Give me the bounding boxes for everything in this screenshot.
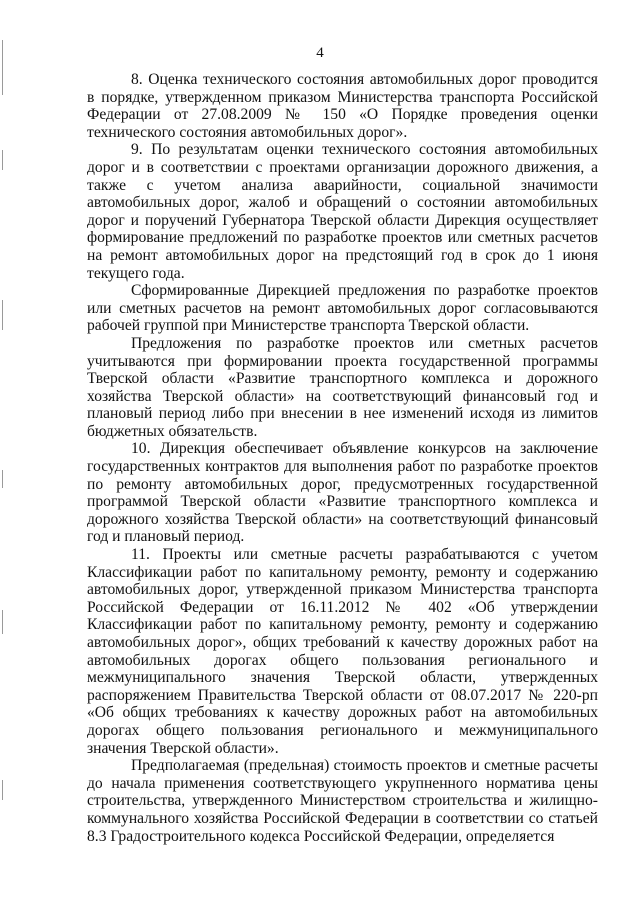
paragraph-10-contracts: 10. Дирекция обеспечивает объявление конкурсов на заключение государственных контрактов для выполнения работ по разработке проектов по ремонту автомобильных дорог, предусмотренных государственной программой Тверской области «Развитие транспортного комплекса и дорожного хозяйства Тверской области» на соответствующий финансовый год и плановый период. — [87, 440, 598, 546]
paragraph-proposals-approval: Сформированные Дирекцией предложения по разработке проектов или сметных расчетов на ремонт автомобильных дорог согласовываются рабочей группой при Министерстве транспорта Тверской области. — [87, 282, 598, 335]
paragraph-11-projects: 11. Проекты или сметные расчеты разрабатываются с учетом Классификации работ по капитальному ремонту, ремонту и содержанию автомобильных дорог, утвержденной приказом Министерства транспорта Российской Федерации от 16.11.2012 № 402 «Об утверждении Классификации работ по капитальному ремонту, ремонту и содержанию автомобильных дорог», общих требований к качеству дорожных работ на автомобильных дорогах общего пользования регионального и межмуниципального значения Тверской области, утвержденных распоряжением Правительства Тверской области от 08.07.2017 № 220-рп «Об общих требованиях к качеству дорожных работ на автомобильных дорогах общего пользования регионального и межмуниципального значения Тверской области». — [87, 546, 598, 757]
scan-edge-marks — [0, 0, 10, 905]
paragraph-proposals-program: Предложения по разработке проектов или сметных расчетов учитываются при формировании проекта государственной программы Тверской области «Развитие транспортного комплекса и дорожного хозяйства Тверской области» на соответствующий финансовый год и плановый период либо при внесении в нее изменений исходя из лимитов бюджетных обязательств. — [87, 334, 598, 440]
page-number: 4 — [316, 45, 324, 61]
paragraph-8-road-assessment: 8. Оценка технического состояния автомобильных дорог проводится в порядке, утвержденном приказом Министерства транспорта Российской Федерации от 27.08.2009 № 150 «О Порядке проведения оценки технического состояния автомобильных дорог». — [87, 71, 598, 141]
paragraph-9-proposals: 9. По результатам оценки технического состояния автомобильных дорог и в соответствии с проектами организации дорожного движения, а также с учетом анализа аварийности, социальной значимости автомобильных дорог, жалоб и обращений о состоянии автомобильных дорог и поручений Губернатора Тверской области Дирекция осуществляет формирование предложений по разработке проектов или сметных расчетов на ремонт автомобильных дорог на предстоящий год в срок до 1 июня текущего года. — [87, 141, 598, 282]
document-body — [87, 71, 598, 845]
paragraph-estimated-cost: Предполагаемая (предельная) стоимость проектов и сметные расчеты до начала применения соответствующего укрупненного норматива цены строительства, утвержденного Министерством строительства и жилищно-коммунального хозяйства Российской Федерации в соответствии со статьей 8.3 Градостроительного кодекса Российской Федерации, определяется — [87, 757, 598, 845]
